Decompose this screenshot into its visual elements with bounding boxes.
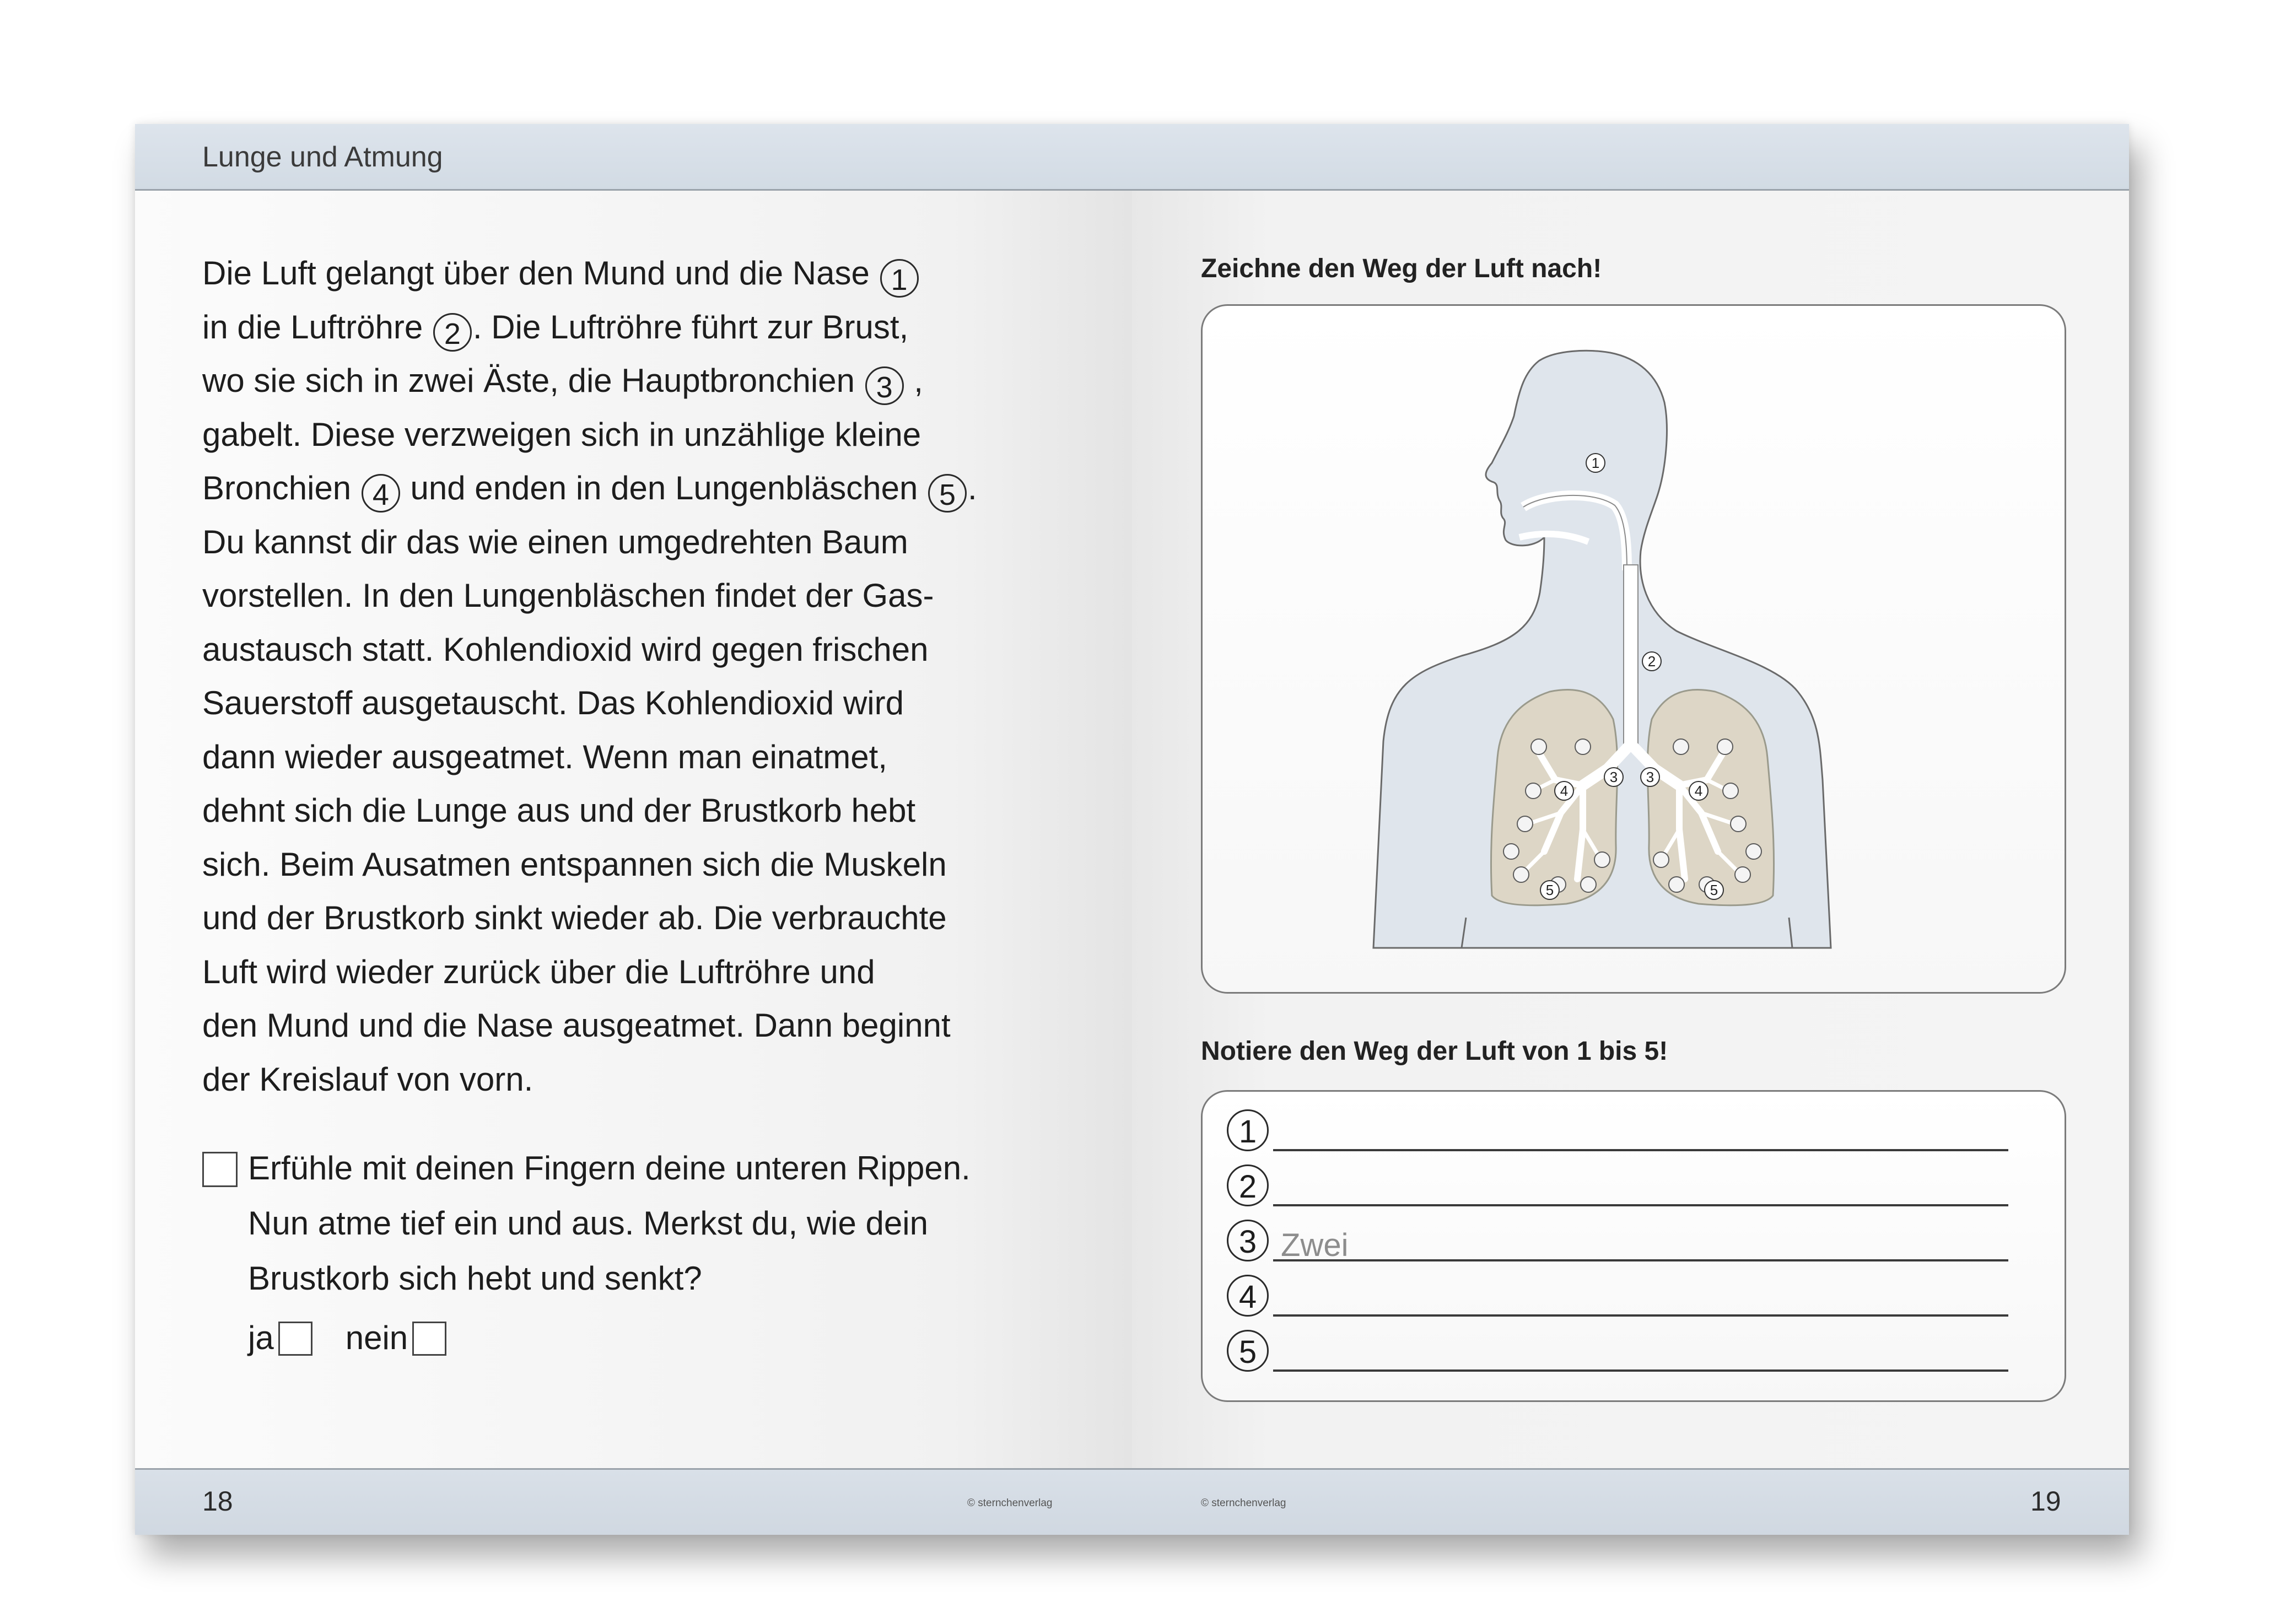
body-line: Bronchien 4 und enden in den Lungenbläschen 5 . (202, 470, 977, 511)
diagram-label-4b: 4 (1694, 783, 1703, 799)
task-block (202, 1141, 971, 1366)
number-circle: 4 (362, 474, 400, 513)
copyright: © sternchenverlag (1201, 1497, 1286, 1509)
answer-line (1273, 1149, 2008, 1151)
task-line: Nun atme tief ein und aus. Merkst du, wie dein (248, 1205, 928, 1242)
answer-line (1273, 1204, 2008, 1206)
body-line: der Kreislauf von vorn. (202, 1060, 533, 1098)
page-number: 19 (2030, 1486, 2061, 1517)
number-circle: 4 (1227, 1275, 1269, 1317)
body-line: Du kannst dir das wie einen umgedrehten Baum (202, 523, 908, 560)
body-line: und der Brustkorb sinkt wieder ab. Die verbrauchte (202, 899, 947, 936)
body-line: Sauerstoff ausgetauscht. Das Kohlendioxid wird (202, 684, 904, 721)
header-band (135, 124, 1132, 191)
no-checkbox[interactable] (412, 1322, 446, 1356)
body-line: in die Luftröhre 2 . Die Luftröhre führt zur Brust, (202, 308, 909, 351)
number-circle: 1 (1227, 1109, 1269, 1151)
body-line: sich. Beim Ausatmen entspannen sich die Muskeln (202, 845, 947, 883)
body-text (202, 246, 1117, 1106)
body-line: dehnt sich die Lunge aus und der Brustkorb hebt (202, 792, 916, 829)
diagram-label-4a: 4 (1560, 783, 1569, 799)
number-circle: 3 (865, 366, 904, 405)
left-lung (1491, 690, 1617, 905)
body-line: den Mund und die Nase ausgeatmet. Dann beginnt (202, 1007, 951, 1044)
yes-label: ja (248, 1319, 274, 1356)
header-band (1132, 124, 2129, 191)
number-circle: 5 (928, 474, 967, 513)
number-circle: 2 (433, 313, 472, 352)
diagram-label-3a: 3 (1609, 769, 1618, 785)
number-circle: 5 (1227, 1330, 1269, 1372)
yes-no-row (202, 1311, 971, 1366)
footer-band (135, 1468, 1132, 1535)
answer-row-5[interactable] (1226, 1328, 2008, 1372)
body-line: Die Luft gelangt über den Mund und die Nase 1 (202, 246, 1117, 300)
task-checkbox[interactable] (202, 1152, 238, 1187)
diagram-label-5b: 5 (1710, 882, 1718, 898)
footer-band (1132, 1468, 2129, 1535)
body-line: austausch statt. Kohlendioxid wird gegen frischen (202, 630, 929, 668)
copyright: © sternchenverlag (967, 1497, 1053, 1509)
list-heading: Notiere den Weg der Luft von 1 bis 5! (1201, 1037, 1668, 1066)
page-number: 18 (202, 1486, 233, 1517)
diagram-frame (1201, 304, 2066, 994)
number-circle: 1 (880, 259, 919, 298)
answer-line (1273, 1369, 2008, 1372)
answer-row-4[interactable] (1226, 1272, 2008, 1317)
page-title: Lunge und Atmung (202, 141, 443, 173)
respiratory-diagram[interactable] (1203, 306, 2065, 992)
task-line: Brustkorb sich hebt und senkt? (248, 1260, 702, 1297)
number-circle: 2 (1227, 1164, 1269, 1206)
answer-row-3[interactable] (1226, 1217, 2008, 1261)
draw-heading: Zeichne den Weg der Luft nach! (1201, 254, 1602, 283)
right-page (1132, 124, 2129, 1535)
book-spread (135, 124, 2129, 1535)
body-line: wo sie sich in zwei Äste, die Hauptbronchien 3 , (202, 362, 923, 404)
number-circle: 3 (1227, 1220, 1269, 1261)
left-page (135, 124, 1132, 1535)
diagram-label-2: 2 (1647, 653, 1656, 670)
answer-row-2[interactable] (1226, 1162, 2008, 1206)
answer-text: Zwei (1281, 1227, 1349, 1263)
yes-checkbox[interactable] (278, 1322, 312, 1356)
answer-row-1[interactable] (1226, 1107, 2008, 1151)
body-line: vorstellen. In den Lungenbläschen findet der Gas- (202, 577, 934, 614)
body-line: Luft wird wieder zurück über die Luftröhre und (202, 953, 875, 990)
body-line: dann wieder ausgeatmet. Wenn man einatmet, (202, 738, 887, 775)
right-lung (1647, 690, 1774, 905)
diagram-label-3b: 3 (1646, 769, 1654, 785)
diagram-label-1: 1 (1591, 455, 1600, 471)
answer-line (1273, 1259, 2008, 1261)
task-line: Erfühle mit deinen Fingern deine unteren Rippen. (248, 1150, 971, 1187)
diagram-label-5a: 5 (1545, 882, 1554, 898)
answer-line (1273, 1314, 2008, 1317)
no-label: nein (345, 1319, 408, 1356)
body-line: gabelt. Diese verzweigen sich in unzählige kleine (202, 416, 921, 453)
answer-frame (1201, 1090, 2066, 1402)
